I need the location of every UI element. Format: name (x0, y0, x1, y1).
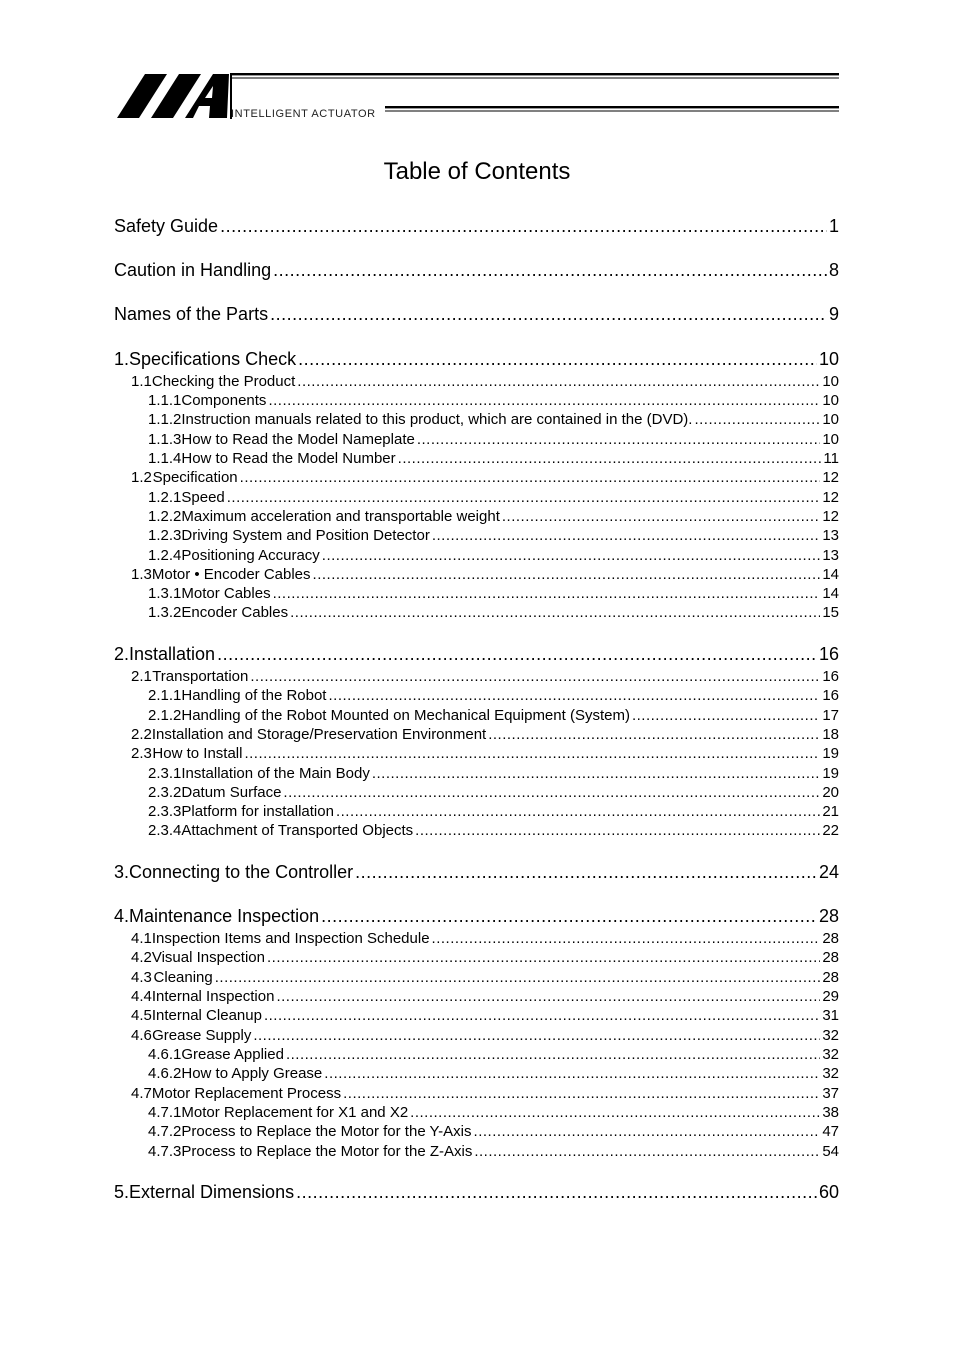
toc-dot-leader (276, 988, 820, 1005)
toc-entry-label: Motor Replacement Process (151, 1085, 342, 1102)
toc-entry[interactable] (114, 1046, 839, 1063)
toc-entry-page: 9 (828, 304, 839, 324)
toc-entry[interactable] (114, 745, 839, 762)
toc-entry[interactable] (114, 431, 839, 448)
toc-entry-number: 2.3.1 (148, 765, 182, 782)
toc-entry[interactable] (114, 803, 839, 820)
toc-entry[interactable] (114, 930, 839, 947)
toc-entry[interactable] (114, 1143, 839, 1160)
toc-dot-leader (273, 260, 827, 281)
toc-dot-leader (336, 803, 820, 820)
toc-entry-number: 2.3.3 (148, 803, 182, 820)
toc-entry-number: 2. (114, 644, 130, 664)
toc-entry-page: 10 (818, 349, 839, 369)
toc-entry-page: 32 (822, 1065, 839, 1082)
toc-entry-number: 2.3 (131, 745, 152, 762)
toc-entry[interactable] (114, 411, 839, 428)
toc-entry-label: Internal Inspection (151, 988, 275, 1005)
toc-entry-page: 32 (822, 1027, 839, 1044)
toc-entry-page: 10 (822, 411, 839, 428)
toc-entry-label: How to Read the Model Number (181, 450, 396, 467)
toc-dot-leader (240, 469, 821, 486)
toc-entry-number: 1.2.4 (148, 547, 182, 564)
toc-entry-number: 4. (114, 906, 130, 926)
toc-dot-leader (296, 1182, 817, 1203)
toc-entry[interactable] (114, 1065, 839, 1082)
toc-entry[interactable] (114, 1007, 839, 1024)
toc-entry-label: Specification (152, 469, 238, 486)
toc-dot-leader (270, 304, 827, 325)
toc-entry-label: Process to Replace the Motor for the Y-Axis (181, 1123, 472, 1140)
toc-dot-leader (694, 411, 820, 428)
toc-entry-page: 37 (822, 1085, 839, 1102)
toc-entry[interactable] (114, 585, 839, 602)
toc-entry-number: 4.6.2 (148, 1065, 182, 1082)
toc-entry-label: Speed (181, 489, 225, 506)
toc-entry-label: How to Apply Grease (181, 1065, 323, 1082)
toc-dot-leader (227, 489, 821, 506)
toc-dot-leader (398, 450, 822, 467)
toc-entry-label: Cleaning (153, 969, 213, 986)
toc-dot-leader (432, 930, 821, 947)
toc-entry-label: Inspection Items and Inspection Schedule (151, 930, 430, 947)
toc-entry-page: 32 (822, 1046, 839, 1063)
toc-entry-label: Maximum acceleration and transportable weight (181, 508, 500, 525)
toc-entry-label: Grease Supply (152, 1027, 252, 1044)
toc-dot-leader (417, 431, 820, 448)
toc-dot-leader (343, 1085, 820, 1102)
toc-entry-page: 12 (822, 469, 839, 486)
toc-entry-page: 60 (818, 1182, 839, 1202)
toc-entry-label: Platform for installation (181, 803, 334, 820)
toc-entry[interactable] (114, 726, 839, 743)
toc-entry-label: Names of the Parts (114, 304, 269, 324)
document-header (115, 70, 839, 125)
toc-entry-label: Encoder Cables (181, 604, 289, 621)
toc-dot-leader (324, 1065, 820, 1082)
toc-entry-label: Handling of the Robot Mounted on Mechanical Equipment (System) (181, 707, 630, 724)
toc-entry-page: 28 (822, 930, 839, 947)
toc-entry[interactable] (114, 304, 839, 325)
toc-entry[interactable] (114, 906, 839, 927)
toc-entry-label: Motor • Encoder Cables (151, 566, 311, 583)
toc-entry-number: 1.1.2 (148, 411, 182, 428)
toc-entry-number: 4.2 (131, 949, 152, 966)
toc-dot-leader (415, 822, 820, 839)
toc-entry-number: 4.1 (131, 930, 152, 947)
toc-dot-leader (355, 862, 817, 883)
toc-entry[interactable] (114, 489, 839, 506)
toc-entry[interactable] (114, 469, 839, 486)
toc-entry[interactable] (114, 392, 839, 409)
page-title: Table of Contents (383, 158, 571, 185)
toc-entry[interactable] (114, 547, 839, 564)
toc-dot-leader (372, 765, 820, 782)
toc-entry-page: 16 (822, 687, 839, 704)
toc-entry[interactable] (114, 216, 839, 237)
toc-entry-label: Positioning Accuracy (181, 547, 320, 564)
toc-entry-number: 1.2 (131, 469, 152, 486)
toc-dot-leader (328, 687, 820, 704)
toc-entry[interactable] (114, 765, 839, 782)
toc-entry-number: 1.3.2 (148, 604, 182, 621)
toc-entry-label: Internal Cleanup (151, 1007, 262, 1024)
toc-entry-number: 1.2.2 (148, 508, 182, 525)
toc-entry-number: 4.7 (131, 1085, 152, 1102)
toc-entry[interactable] (114, 450, 839, 467)
toc-entry[interactable] (114, 1104, 839, 1121)
toc-dot-leader (321, 906, 817, 927)
toc-entry-number: 2.1 (131, 668, 152, 685)
toc-dot-leader (264, 1007, 820, 1024)
toc-entry[interactable] (114, 707, 839, 724)
toc-dot-leader (474, 1143, 820, 1160)
toc-entry-label: Motor Cables (181, 585, 271, 602)
toc-entry-number: 1.1.4 (148, 450, 182, 467)
toc-entry[interactable] (114, 527, 839, 544)
toc-dot-leader (290, 604, 820, 621)
toc-dot-leader (322, 547, 821, 564)
toc-entry-page: 13 (822, 547, 839, 564)
toc-entry-page: 16 (822, 668, 839, 685)
toc-entry-number: 4.6 (131, 1027, 152, 1044)
toc-entry-label: Handling of the Robot (181, 687, 327, 704)
toc-entry-page: 10 (822, 392, 839, 409)
toc-entry-label: External Dimensions (129, 1182, 295, 1202)
toc-entry-number: 2.1.2 (148, 707, 182, 724)
toc-entry-label: Motor Replacement for X1 and X2 (181, 1104, 409, 1121)
toc-entry-number: 1.1.1 (148, 392, 182, 409)
toc-entry[interactable] (114, 1182, 839, 1203)
toc-entry-page: 13 (822, 527, 839, 544)
toc-dot-leader (250, 668, 820, 685)
toc-entry-number: 1.2.1 (148, 489, 182, 506)
toc-dot-leader (244, 745, 820, 762)
toc-entry[interactable] (114, 687, 839, 704)
toc-dot-leader (267, 949, 820, 966)
toc-entry-label: Grease Applied (181, 1046, 284, 1063)
toc-dot-leader (253, 1027, 820, 1044)
toc-entry[interactable] (114, 862, 839, 883)
brand-tagline: INTELLIGENT ACTUATOR (231, 108, 376, 120)
toc-entry-page: 12 (822, 508, 839, 525)
toc-entry[interactable] (114, 349, 839, 370)
toc-entry-page: 28 (818, 906, 839, 926)
toc-entry-number: 1. (114, 349, 130, 369)
toc-dot-leader (313, 566, 821, 583)
toc-entry-number: 3. (114, 862, 130, 882)
toc-entry-number: 2.3.2 (148, 784, 182, 801)
toc-entry-page: 38 (822, 1104, 839, 1121)
toc-entry-number: 4.4 (131, 988, 152, 1005)
toc-entry-label: Visual Inspection (151, 949, 265, 966)
toc-entry[interactable] (114, 644, 839, 665)
toc-entry-page: 28 (822, 949, 839, 966)
toc-entry-number: 4.7.3 (148, 1143, 182, 1160)
toc-dot-leader (432, 527, 821, 544)
toc-entry-page: 22 (822, 822, 839, 839)
toc-entry[interactable] (114, 508, 839, 525)
toc-dot-leader (286, 1046, 820, 1063)
toc-entry-label: Transportation (152, 668, 249, 685)
toc-entry-page: 11 (823, 450, 839, 467)
toc-entry-number: 4.7.2 (148, 1123, 182, 1140)
toc-entry-page: 10 (822, 431, 839, 448)
toc-dot-leader (474, 1123, 821, 1140)
toc-entry-number: 4.7.1 (148, 1104, 182, 1121)
toc-entry-number: 4.6.1 (148, 1046, 182, 1063)
toc-entry-page: 31 (822, 1007, 839, 1024)
toc-entry-label: Driving System and Position Detector (181, 527, 430, 544)
toc-dot-leader (220, 216, 827, 237)
toc-entry-page: 19 (822, 765, 839, 782)
toc-entry-label: How to Read the Model Nameplate (181, 431, 415, 448)
toc-entry-page: 18 (822, 726, 839, 743)
toc-dot-leader (268, 392, 820, 409)
toc-entry-label: Checking the Product (151, 373, 296, 390)
toc-entry-page: 54 (822, 1143, 839, 1160)
toc-entry-number: 1.3.1 (148, 585, 182, 602)
toc-dot-leader (215, 969, 821, 986)
toc-entry-page: 47 (822, 1123, 839, 1140)
iai-logo-icon (115, 70, 839, 125)
toc-entry-number: 2.2 (131, 726, 152, 743)
toc-entry[interactable] (114, 373, 839, 390)
toc-entry-page: 28 (822, 969, 839, 986)
toc-entry-number: 1.2.3 (148, 527, 182, 544)
toc-entry-label: Attachment of Transported Objects (181, 822, 414, 839)
toc-entry-page: 10 (822, 373, 839, 390)
toc-entry-label: Installation and Storage/Preservation Environment (151, 726, 487, 743)
toc-dot-leader (488, 726, 820, 743)
toc-entry[interactable] (114, 1123, 839, 1140)
toc-entry-label: Installation of the Main Body (181, 765, 370, 782)
toc-entry-label: Installation (129, 644, 216, 664)
toc-entry-number: 2.3.4 (148, 822, 182, 839)
toc-dot-leader (298, 349, 817, 370)
toc-entry-label: Process to Replace the Motor for the Z-Axis (181, 1143, 473, 1160)
toc-entry-label: Instruction manuals related to this product, which are contained in the (DVD). (181, 411, 693, 428)
toc-entry-page: 16 (818, 644, 839, 664)
toc-entry[interactable] (114, 822, 839, 839)
toc-dot-leader (410, 1104, 820, 1121)
toc-dot-leader (502, 508, 820, 525)
toc-entry-page: 1 (828, 216, 839, 236)
toc-entry-page: 19 (822, 745, 839, 762)
toc-entry-label: Caution in Handling (114, 260, 272, 280)
toc-entry-number: 4.3 (131, 969, 152, 986)
toc-entry[interactable] (114, 969, 839, 986)
toc-entry-page: 12 (822, 489, 839, 506)
toc-entry-page: 20 (822, 784, 839, 801)
toc-entry[interactable] (114, 668, 839, 685)
toc-entry-label: Maintenance Inspection (129, 906, 320, 926)
toc-entry-label: How to Install (152, 745, 243, 762)
toc-entry-number: 5. (114, 1182, 130, 1202)
toc-entry-page: 21 (822, 803, 839, 820)
toc-dot-leader (273, 585, 821, 602)
toc-entry-page: 24 (818, 862, 839, 882)
toc-entry-number: 2.1.1 (148, 687, 182, 704)
toc-entry-label: Safety Guide (114, 216, 219, 236)
toc-entry-label: Datum Surface (181, 784, 282, 801)
toc-entry[interactable] (114, 260, 839, 281)
toc-dot-leader (632, 707, 820, 724)
toc-entry-number: 4.5 (131, 1007, 152, 1024)
toc-entry[interactable] (114, 784, 839, 801)
toc-entry[interactable] (114, 604, 839, 621)
toc-dot-leader (217, 644, 817, 665)
toc-entry[interactable] (114, 1027, 839, 1044)
toc-entry-label: Components (181, 392, 267, 409)
toc-entry-number: 1.1.3 (148, 431, 182, 448)
toc-dot-leader (283, 784, 820, 801)
toc-entry[interactable] (114, 988, 839, 1005)
toc-entry[interactable] (114, 566, 839, 583)
toc-entry-label: Connecting to the Controller (129, 862, 354, 882)
toc-entry-number: 1.3 (131, 566, 152, 583)
toc-dot-leader (297, 373, 820, 390)
toc-entry-number: 1.1 (131, 373, 152, 390)
toc-entry[interactable] (114, 949, 839, 966)
toc-entry-page: 15 (822, 604, 839, 621)
toc-entry-page: 8 (828, 260, 839, 280)
toc-entry-page: 29 (822, 988, 839, 1005)
toc-entry-page: 17 (822, 707, 839, 724)
toc-entry-label: Specifications Check (129, 349, 297, 369)
toc-entry-page: 14 (822, 585, 839, 602)
toc-entry-page: 14 (822, 566, 839, 583)
toc-entry[interactable] (114, 1085, 839, 1102)
